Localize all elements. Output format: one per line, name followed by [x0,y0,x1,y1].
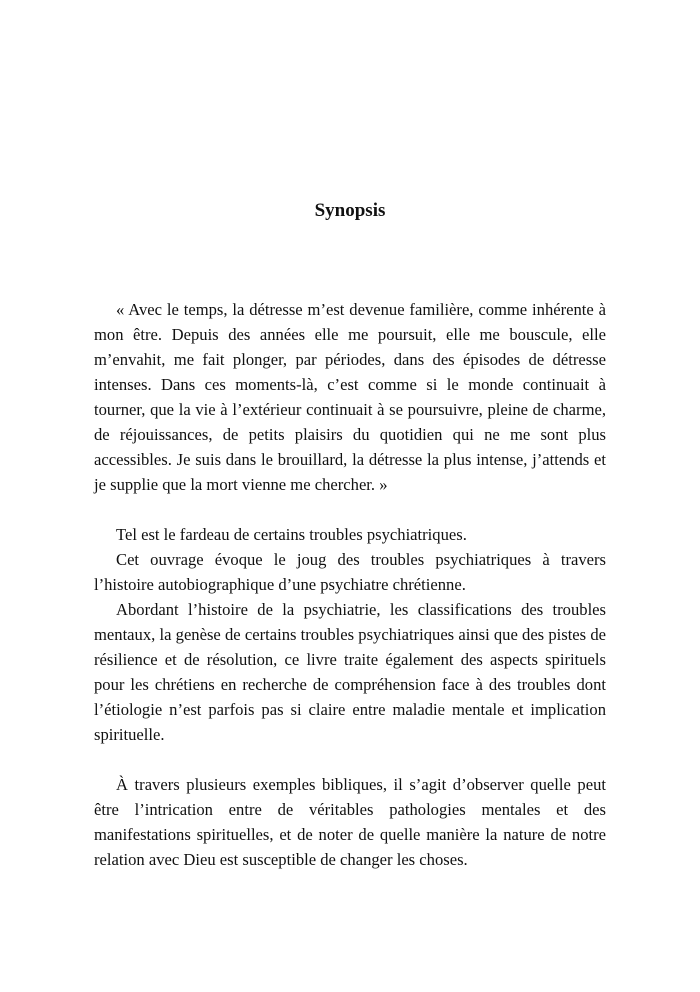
page-title: Synopsis [314,200,386,221]
paragraph-gap [94,747,606,772]
paragraph-gap [94,497,606,522]
body-paragraph: Cet ouvrage évoque le joug des troubles psychiatriques à travers l’histoire autobiographique d’une psychiatre chrétienne. [94,550,606,594]
quote-paragraph: « Avec le temps, la détresse m’est devenue familière, comme inhérente à mon être. Depuis des années elle me poursuit, elle me bouscule, elle m’envahit, me fait plonger, par périodes, dans des épisodes de détresse intenses. Dans ces moments-là, c’est comme si le monde continuait à tourner, que la vie à l’extérieur continuait à se poursuivre, pleine de charme, de réjouissances, de petits plaisirs du quotidien qui ne me sont plus accessibles. Je suis dans le brouillard, la détresse la plus intense, j’attends et je supplie que la mort vienne me chercher. » [94,300,606,494]
body-paragraph: À travers plusieurs exemples bibliques, il s’agit d’observer quelle peut être l’intrication entre de véritables pathologies mentales et des manifestations spirituelles, et de noter de quelle manière la nature de notre relation avec Dieu est susceptible de changer les choses. [94,775,606,869]
body-paragraph: Abordant l’histoire de la psychiatrie, les classifications des troubles mentaux, la genèse de certains troubles psychiatriques ainsi que des pistes de résilience et de résolution, ce livre traite également des aspects spirituels pour les chrétiens en recherche de compréhension face à des troubles dont l’étiologie n’est parfois pas si claire entre maladie mentale et implication spirituelle. [94,600,606,744]
synopsis-body [94,297,606,872]
body-paragraph: Tel est le fardeau de certains troubles psychiatriques. [116,525,467,544]
